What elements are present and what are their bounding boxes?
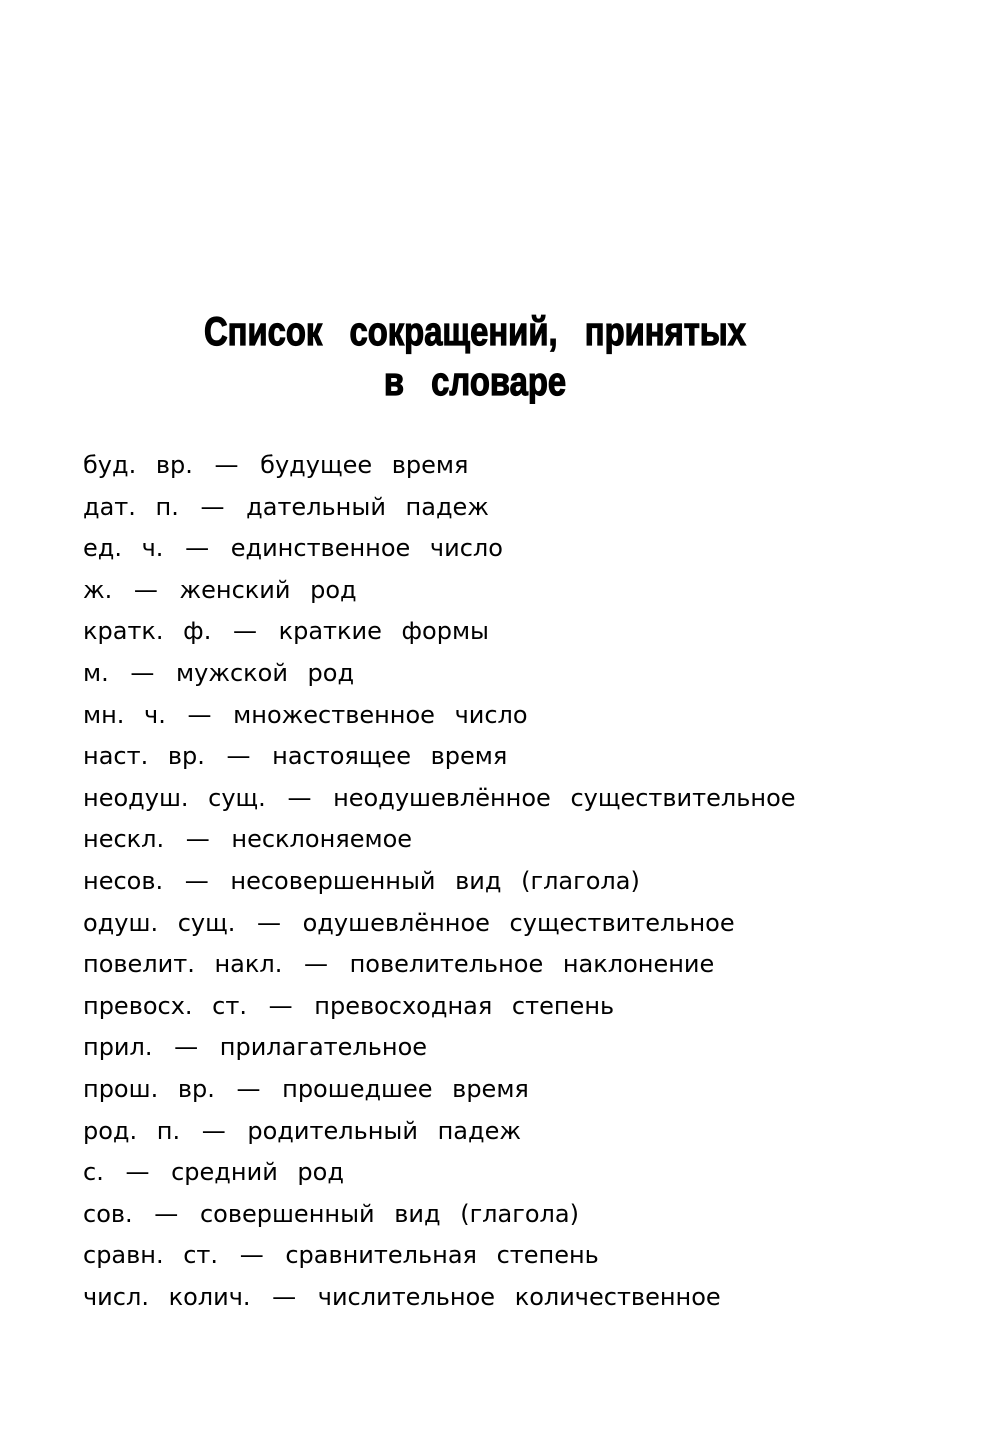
list-item	[83, 1235, 796, 1277]
abbreviation-list	[83, 445, 796, 1318]
abbreviation: ед. ч.	[83, 534, 164, 563]
dash: —	[272, 1282, 297, 1311]
list-item	[83, 819, 796, 861]
dash: —	[201, 1116, 226, 1145]
page-title	[86, 307, 865, 407]
list-item	[83, 1069, 796, 1111]
abbreviation: м.	[83, 658, 109, 687]
abbreviation: с.	[83, 1158, 104, 1187]
dash: —	[154, 1199, 179, 1228]
meaning: краткие формы	[278, 617, 490, 646]
dash: —	[256, 908, 281, 937]
meaning: несовершенный вид (глагола)	[230, 866, 640, 895]
list-item	[83, 1277, 796, 1319]
list-item	[83, 1152, 796, 1194]
abbreviation: род. п.	[83, 1116, 181, 1145]
dash: —	[236, 1074, 261, 1103]
abbreviation: мн. ч.	[83, 700, 166, 729]
dash: —	[185, 534, 210, 563]
list-item	[83, 1027, 796, 1069]
meaning: неодушевлённое существительное	[333, 783, 796, 812]
list-item	[83, 528, 796, 570]
list-item	[83, 653, 796, 695]
dash: —	[226, 742, 251, 771]
dash: —	[200, 492, 225, 521]
abbreviation: сравн. ст.	[83, 1241, 219, 1270]
meaning: родительный падеж	[247, 1116, 521, 1145]
list-item	[83, 611, 796, 653]
meaning: прилагательное	[219, 1033, 428, 1062]
dash: —	[125, 1158, 150, 1187]
title-line-1: Список сокращений, принятых	[203, 309, 747, 354]
list-item	[83, 861, 796, 903]
list-item	[83, 986, 796, 1028]
abbreviation: несов.	[83, 866, 164, 895]
meaning: мужской род	[176, 658, 355, 687]
meaning: повелительное наклонение	[349, 950, 715, 979]
meaning: прошедшее время	[282, 1074, 529, 1103]
meaning: будущее время	[260, 451, 469, 479]
meaning: средний род	[171, 1158, 344, 1187]
dash: —	[184, 866, 209, 895]
list-item	[83, 445, 796, 487]
list-item	[83, 570, 796, 612]
dash: —	[214, 451, 239, 479]
dash: —	[239, 1241, 264, 1270]
abbreviation: сов.	[83, 1199, 133, 1228]
abbreviation: кратк. ф.	[83, 617, 212, 646]
abbreviation: одуш. сущ.	[83, 908, 236, 937]
list-item	[83, 944, 796, 986]
meaning: превосходная степень	[314, 991, 615, 1020]
dash: —	[268, 991, 293, 1020]
list-item	[83, 736, 796, 778]
list-item	[83, 903, 796, 945]
list-item	[83, 487, 796, 529]
meaning: несклоняемое	[231, 825, 413, 854]
list-item	[83, 1194, 796, 1236]
abbreviation: превосх. ст.	[83, 991, 247, 1020]
meaning: настоящее время	[272, 742, 508, 771]
meaning: единственное число	[230, 534, 503, 563]
abbreviation: прош. вр.	[83, 1074, 215, 1103]
abbreviation: ж.	[83, 575, 113, 604]
meaning: женский род	[179, 575, 357, 604]
abbreviation: повелит. накл.	[83, 950, 283, 979]
abbreviation: буд. вр.	[83, 451, 193, 479]
dash: —	[187, 700, 212, 729]
dash: —	[130, 658, 155, 687]
abbreviation: дат. п.	[83, 492, 179, 521]
meaning: числительное количественное	[317, 1282, 721, 1311]
abbreviation: неодуш. сущ.	[83, 783, 266, 812]
abbreviation: числ. колич.	[83, 1282, 251, 1311]
dash: —	[287, 783, 312, 812]
dash: —	[133, 575, 158, 604]
dash: —	[185, 825, 210, 854]
meaning: множественное число	[233, 700, 528, 729]
abbreviation: наст. вр.	[83, 742, 205, 771]
list-item	[83, 695, 796, 737]
list-item	[83, 1111, 796, 1153]
dash: —	[232, 617, 257, 646]
dash: —	[174, 1033, 199, 1062]
meaning: сравнительная степень	[285, 1241, 599, 1270]
title-line-2: в словаре	[383, 359, 567, 404]
list-item	[83, 778, 796, 820]
abbreviation: нескл.	[83, 825, 165, 854]
dash: —	[303, 950, 328, 979]
abbreviation: прил.	[83, 1033, 153, 1062]
meaning: одушевлённое существительное	[302, 908, 735, 937]
meaning: дательный падеж	[246, 492, 489, 521]
meaning: совершенный вид (глагола)	[199, 1199, 579, 1228]
